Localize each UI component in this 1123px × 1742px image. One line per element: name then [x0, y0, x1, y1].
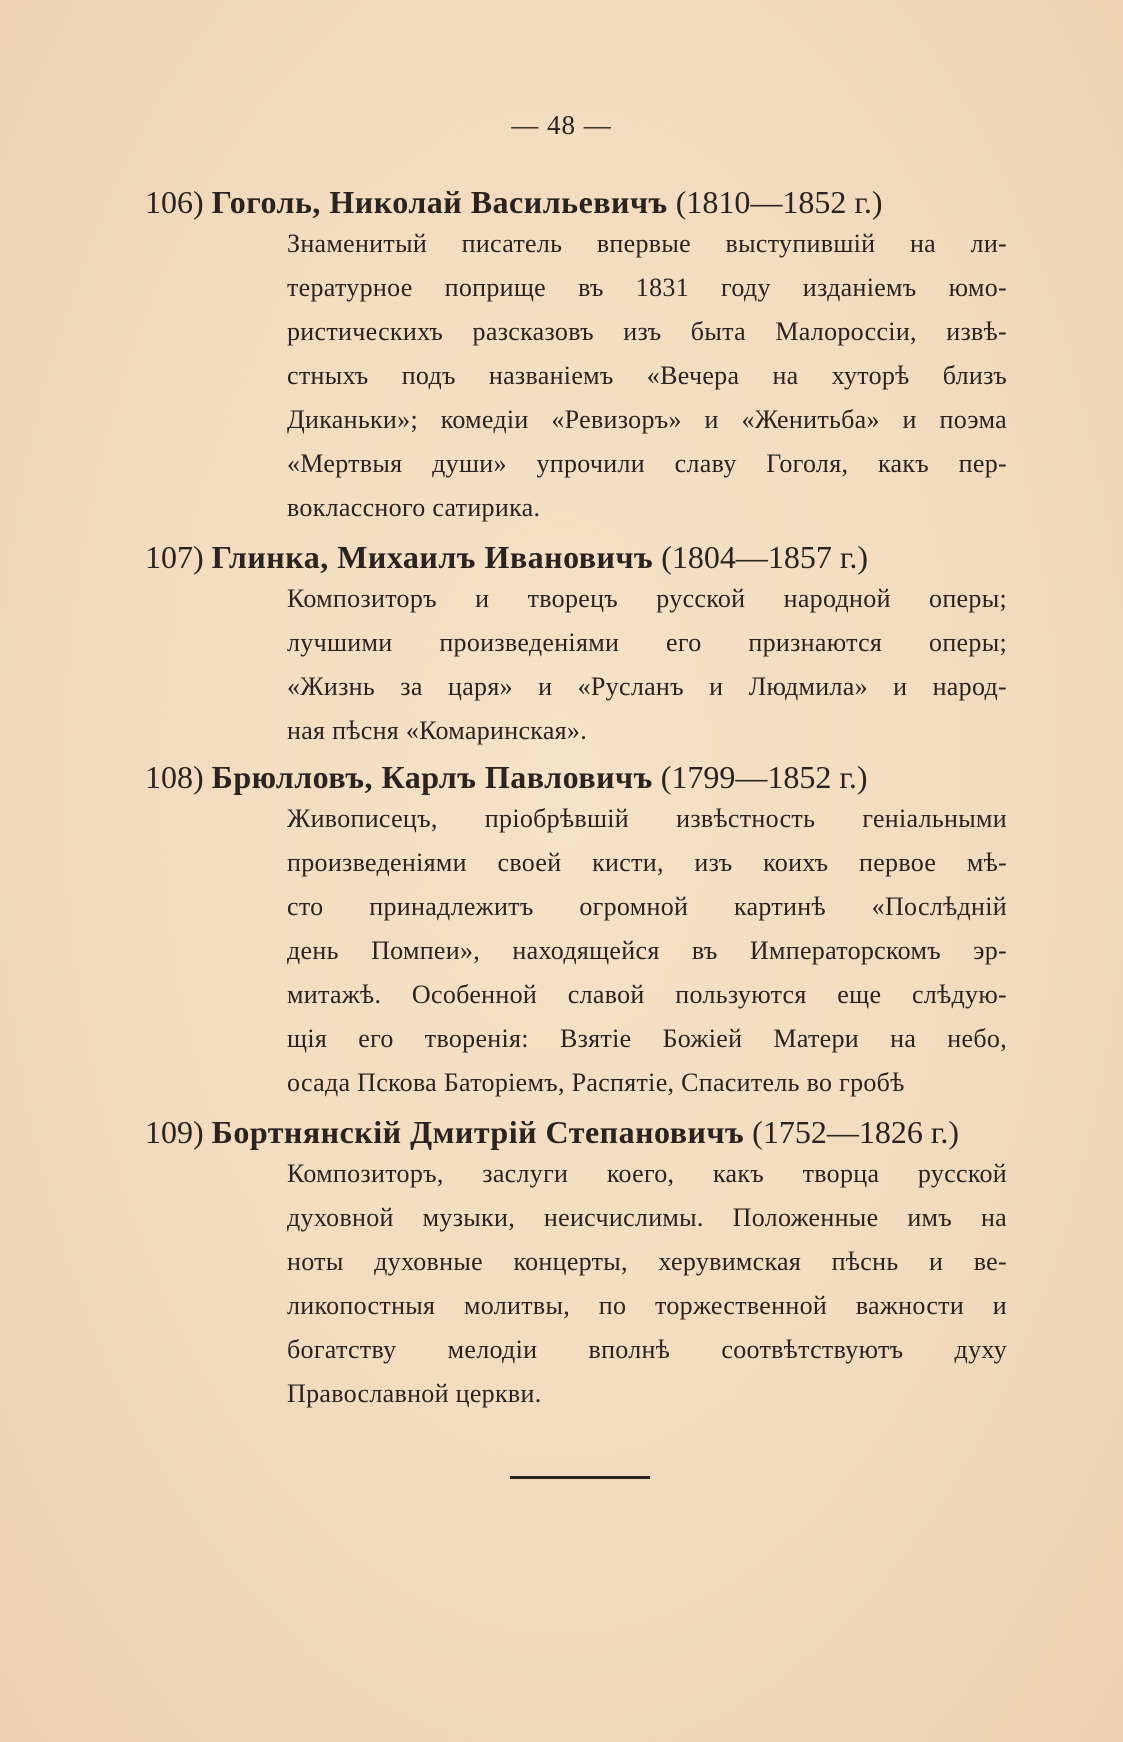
entry-number: 107) [145, 539, 204, 575]
entry-109 [145, 1112, 1015, 1416]
text-line: осада Пскова Баторіемъ, Распятіе, Спаситель во гробѣ [287, 1068, 905, 1097]
end-rule [510, 1476, 650, 1479]
text-line: Живописецъ, пріобрѣвшій извѣстность геніальными [287, 804, 1007, 833]
text-line: ликопостныя молитвы, по торжественной важности и [287, 1291, 1007, 1320]
text-line: воклассного сатирика. [287, 493, 541, 522]
entry-text [287, 1152, 1007, 1416]
text-line: «Жизнь за царя» и «Русланъ и Людмила» и народ- [287, 672, 1007, 701]
text-line: Православной церкви. [287, 1379, 542, 1408]
entry-heading [145, 537, 1015, 577]
entry-108 [145, 757, 1015, 1105]
page-number: — 48 — [511, 110, 612, 140]
text-line: духовной музыки, неисчислимы. Положенные имъ на [287, 1203, 1007, 1232]
text-line: лучшими произведеніями его признаются оперы; [287, 628, 1007, 657]
entry-text [287, 222, 1007, 530]
text-line: тературное поприще въ 1831 году изданіемъ юмо- [287, 273, 1007, 302]
entry-text [287, 797, 1007, 1105]
entry-name: Бортнянскій Дмитрій Степановичъ [211, 1114, 745, 1150]
text-line: Диканьки»; комедіи «Ревизоръ» и «Женитьба» и поэма [287, 405, 1007, 434]
text-line: богатству мелодіи вполнѣ соотвѣтствуютъ духу [287, 1335, 1007, 1364]
entry-number: 109) [145, 1114, 204, 1150]
entry-number: 106) [145, 184, 204, 220]
entry-heading [145, 757, 1015, 797]
text-line: «Мертвыя души» упрочили славу Гоголя, какъ пер- [287, 449, 1007, 478]
entry-name: Гоголь, Николай Васильевичъ [211, 184, 668, 220]
entry-dates: (1799—1852 г.) [660, 759, 868, 795]
entry-text [287, 577, 1007, 753]
entry-heading [145, 1112, 1015, 1152]
text-line: сто принадлежитъ огромной картинѣ «Послѣдній [287, 892, 1007, 921]
entry-106 [145, 182, 1015, 530]
text-line: Композиторъ и творецъ русской народной оперы; [287, 584, 1007, 613]
entry-107 [145, 537, 1015, 753]
text-line: Знаменитый писатель впервые выступившій на ли- [287, 229, 1007, 258]
text-line: щія его творенія: Взятіе Божіей Матери на небо, [287, 1024, 1007, 1053]
text-line: день Помпеи», находящейся въ Императорскомъ эр- [287, 936, 1007, 965]
entry-dates: (1804—1857 г.) [661, 539, 869, 575]
entry-name: Брюлловъ, Карлъ Павловичъ [211, 759, 653, 795]
entry-name: Глинка, Михаилъ Ивановичъ [211, 539, 654, 575]
text-line: ная пѣсня «Комаринская». [287, 716, 588, 745]
entry-dates: (1810—1852 г.) [675, 184, 883, 220]
entry-number: 108) [145, 759, 204, 795]
text-line: митажѣ. Особенной славой пользуются еще слѣдую- [287, 980, 1007, 1009]
text-line: ристическихъ разсказовъ изъ быта Малороссіи, извѣ- [287, 317, 1007, 346]
text-line: стныхъ подъ названіемъ «Вечера на хуторѣ близъ [287, 361, 1007, 390]
entry-dates: (1752—1826 г.) [752, 1114, 959, 1150]
entry-heading [145, 182, 1015, 222]
text-line: Композиторъ, заслуги коего, какъ творца русской [287, 1159, 1007, 1188]
text-line: произведеніями своей кисти, изъ коихъ первое мѣ- [287, 848, 1007, 877]
text-line: ноты духовные концерты, херувимская пѣснь и ве- [287, 1247, 1007, 1276]
